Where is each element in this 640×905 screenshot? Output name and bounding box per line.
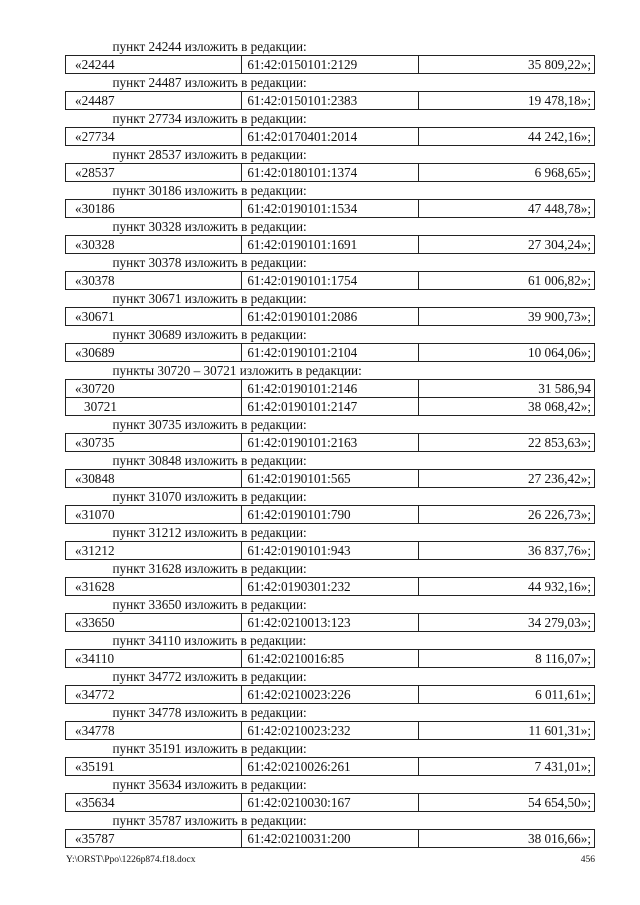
value-cell: 27 304,24»; bbox=[418, 236, 594, 254]
value-cell: 36 837,76»; bbox=[418, 542, 594, 560]
value-cell: 44 932,16»; bbox=[418, 578, 594, 596]
section-heading-row bbox=[66, 110, 595, 128]
section-heading: пункт 30186 изложить в редакции: bbox=[66, 182, 595, 200]
item-number-cell: «35191 bbox=[66, 758, 242, 776]
section-heading-row bbox=[66, 254, 595, 272]
section-heading: пункт 31070 изложить в редакции: bbox=[66, 488, 595, 506]
table-row bbox=[66, 506, 595, 524]
document-table bbox=[65, 38, 595, 848]
section-heading-row bbox=[66, 416, 595, 434]
item-number-cell: «30735 bbox=[66, 434, 242, 452]
item-number-cell: «31628 bbox=[66, 578, 242, 596]
value-cell: 31 586,94 bbox=[418, 380, 594, 398]
item-number-cell: «35634 bbox=[66, 794, 242, 812]
value-cell: 47 448,78»; bbox=[418, 200, 594, 218]
cadastral-number-cell: 61:42:0190101:1534 bbox=[242, 200, 418, 218]
section-heading: пункт 33650 изложить в редакции: bbox=[66, 596, 595, 614]
value-cell: 38 016,66»; bbox=[418, 830, 594, 848]
table-row bbox=[66, 380, 595, 398]
cadastral-number-cell: 61:42:0150101:2383 bbox=[242, 92, 418, 110]
section-heading-row bbox=[66, 146, 595, 164]
cadastral-number-cell: 61:42:0150101:2129 bbox=[242, 56, 418, 74]
section-heading-row bbox=[66, 812, 595, 830]
item-number-cell: «30720 bbox=[66, 380, 242, 398]
value-cell: 54 654,50»; bbox=[418, 794, 594, 812]
cadastral-number-cell: 61:42:0210031:200 bbox=[242, 830, 418, 848]
section-heading: пункт 30671 изложить в редакции: bbox=[66, 290, 595, 308]
cadastral-number-cell: 61:42:0190101:2086 bbox=[242, 308, 418, 326]
section-heading-row bbox=[66, 632, 595, 650]
section-heading-row bbox=[66, 740, 595, 758]
cadastral-number-cell: 61:42:0210013:123 bbox=[242, 614, 418, 632]
value-cell: 8 116,07»; bbox=[418, 650, 594, 668]
item-number-cell: «30186 bbox=[66, 200, 242, 218]
section-heading: пункт 30735 изложить в редакции: bbox=[66, 416, 595, 434]
item-number-cell: «34778 bbox=[66, 722, 242, 740]
cadastral-number-cell: 61:42:0190101:2146 bbox=[242, 380, 418, 398]
item-number-cell: «34772 bbox=[66, 686, 242, 704]
section-heading-row bbox=[66, 596, 595, 614]
value-cell: 10 064,06»; bbox=[418, 344, 594, 362]
table-row bbox=[66, 434, 595, 452]
item-number-cell: «30848 bbox=[66, 470, 242, 488]
section-heading-row bbox=[66, 218, 595, 236]
table-row bbox=[66, 722, 595, 740]
section-heading-row bbox=[66, 524, 595, 542]
table-row bbox=[66, 650, 595, 668]
section-heading-row bbox=[66, 326, 595, 344]
item-number-cell: «28537 bbox=[66, 164, 242, 182]
cadastral-number-cell: 61:42:0190101:1754 bbox=[242, 272, 418, 290]
cadastral-number-cell: 61:42:0190101:790 bbox=[242, 506, 418, 524]
table-row bbox=[66, 308, 595, 326]
section-heading: пункт 27734 изложить в редакции: bbox=[66, 110, 595, 128]
section-heading-row bbox=[66, 488, 595, 506]
section-heading: пункт 35191 изложить в редакции: bbox=[66, 740, 595, 758]
footer-file-path: Y:\ORST\Ppo\1226p874.f18.docx bbox=[66, 855, 196, 865]
section-heading-row bbox=[66, 776, 595, 794]
cadastral-number-cell: 61:42:0210023:226 bbox=[242, 686, 418, 704]
section-heading: пункт 24244 изложить в редакции: bbox=[112, 39, 307, 54]
section-heading: пункт 30689 изложить в редакции: bbox=[66, 326, 595, 344]
section-heading-row bbox=[66, 362, 595, 380]
cadastral-number-cell: 61:42:0210023:232 bbox=[242, 722, 418, 740]
section-heading: пункт 35787 изложить в редакции: bbox=[66, 812, 595, 830]
item-number-cell: «31070 bbox=[66, 506, 242, 524]
section-heading-row bbox=[66, 668, 595, 686]
cadastral-number-cell: 61:42:0190301:232 bbox=[242, 578, 418, 596]
item-number-cell: «34110 bbox=[66, 650, 242, 668]
table-row bbox=[66, 92, 595, 110]
footer-page-number: 456 bbox=[580, 855, 595, 865]
section-heading: пункт 24487 изложить в редакции: bbox=[66, 74, 595, 92]
cadastral-number-cell: 61:42:0210016:85 bbox=[242, 650, 418, 668]
section-heading: пункт 34110 изложить в редакции: bbox=[66, 632, 595, 650]
table-row bbox=[66, 236, 595, 254]
section-heading-row bbox=[66, 560, 595, 578]
value-cell: 11 601,31»; bbox=[418, 722, 594, 740]
value-cell: 35 809,22»; bbox=[418, 56, 594, 74]
value-cell: 6 968,65»; bbox=[418, 164, 594, 182]
table-row bbox=[66, 470, 595, 488]
table-row bbox=[66, 128, 595, 146]
item-number-cell: «30689 bbox=[66, 344, 242, 362]
item-number-cell: «30378 bbox=[66, 272, 242, 290]
section-heading-row bbox=[66, 74, 595, 92]
cadastral-number-cell: 61:42:0210026:261 bbox=[242, 758, 418, 776]
section-heading: пункт 30328 изложить в редакции: bbox=[66, 218, 595, 236]
cadastral-number-cell: 61:42:0190101:1691 bbox=[242, 236, 418, 254]
section-heading: пункт 30378 изложить в редакции: bbox=[66, 254, 595, 272]
item-number-cell: «24487 bbox=[66, 92, 242, 110]
value-cell: 7 431,01»; bbox=[418, 758, 594, 776]
section-heading: пункт 31628 изложить в редакции: bbox=[66, 560, 595, 578]
cadastral-number-cell: 61:42:0190101:2147 bbox=[242, 398, 418, 416]
table-row bbox=[66, 272, 595, 290]
table-row bbox=[66, 344, 595, 362]
value-cell: 61 006,82»; bbox=[418, 272, 594, 290]
value-cell: 22 853,63»; bbox=[418, 434, 594, 452]
section-heading: пункт 31212 изложить в редакции: bbox=[66, 524, 595, 542]
item-number-cell: «30328 bbox=[66, 236, 242, 254]
item-number-cell: «27734 bbox=[66, 128, 242, 146]
section-heading: пункты 30720 – 30721 изложить в редакции: bbox=[66, 362, 595, 380]
value-cell: 38 068,42»; bbox=[418, 398, 594, 416]
table-row bbox=[66, 794, 595, 812]
item-number-cell: «35787 bbox=[66, 830, 242, 848]
table-row bbox=[66, 200, 595, 218]
section-heading-row bbox=[66, 290, 595, 308]
cadastral-number-cell: 61:42:0190101:943 bbox=[242, 542, 418, 560]
section-heading: пункт 30848 изложить в редакции: bbox=[66, 452, 595, 470]
section-heading: пункт 28537 изложить в редакции: bbox=[66, 146, 595, 164]
value-cell: 26 226,73»; bbox=[418, 506, 594, 524]
item-number-cell: «33650 bbox=[66, 614, 242, 632]
section-heading: пункт 34778 изложить в редакции: bbox=[66, 704, 595, 722]
table-row bbox=[66, 686, 595, 704]
table-row bbox=[66, 758, 595, 776]
item-number-cell: 30721 bbox=[66, 398, 242, 416]
table-row bbox=[66, 614, 595, 632]
value-cell: 34 279,03»; bbox=[418, 614, 594, 632]
section-heading: пункт 35634 изложить в редакции: bbox=[66, 776, 595, 794]
section-heading-row bbox=[66, 452, 595, 470]
table-row bbox=[66, 164, 595, 182]
cadastral-number-cell: 61:42:0190101:2163 bbox=[242, 434, 418, 452]
section-heading: пункт 34772 изложить в редакции: bbox=[66, 668, 595, 686]
value-cell: 19 478,18»; bbox=[418, 92, 594, 110]
table-row bbox=[66, 542, 595, 560]
cadastral-number-cell: 61:42:0210030:167 bbox=[242, 794, 418, 812]
section-heading-row bbox=[66, 182, 595, 200]
table-row bbox=[66, 578, 595, 596]
section-heading-row bbox=[66, 38, 595, 56]
cadastral-number-cell: 61:42:0170401:2014 bbox=[242, 128, 418, 146]
item-number-cell: «24244 bbox=[66, 56, 242, 74]
value-cell: 27 236,42»; bbox=[418, 470, 594, 488]
table-row bbox=[66, 56, 595, 74]
value-cell: 6 011,61»; bbox=[418, 686, 594, 704]
section-heading-row bbox=[66, 704, 595, 722]
item-number-cell: «30671 bbox=[66, 308, 242, 326]
table-row bbox=[66, 398, 595, 416]
table-row bbox=[66, 830, 595, 848]
cadastral-number-cell: 61:42:0190101:2104 bbox=[242, 344, 418, 362]
cadastral-number-cell: 61:42:0180101:1374 bbox=[242, 164, 418, 182]
value-cell: 39 900,73»; bbox=[418, 308, 594, 326]
item-number-cell: «31212 bbox=[66, 542, 242, 560]
value-cell: 44 242,16»; bbox=[418, 128, 594, 146]
cadastral-number-cell: 61:42:0190101:565 bbox=[242, 470, 418, 488]
